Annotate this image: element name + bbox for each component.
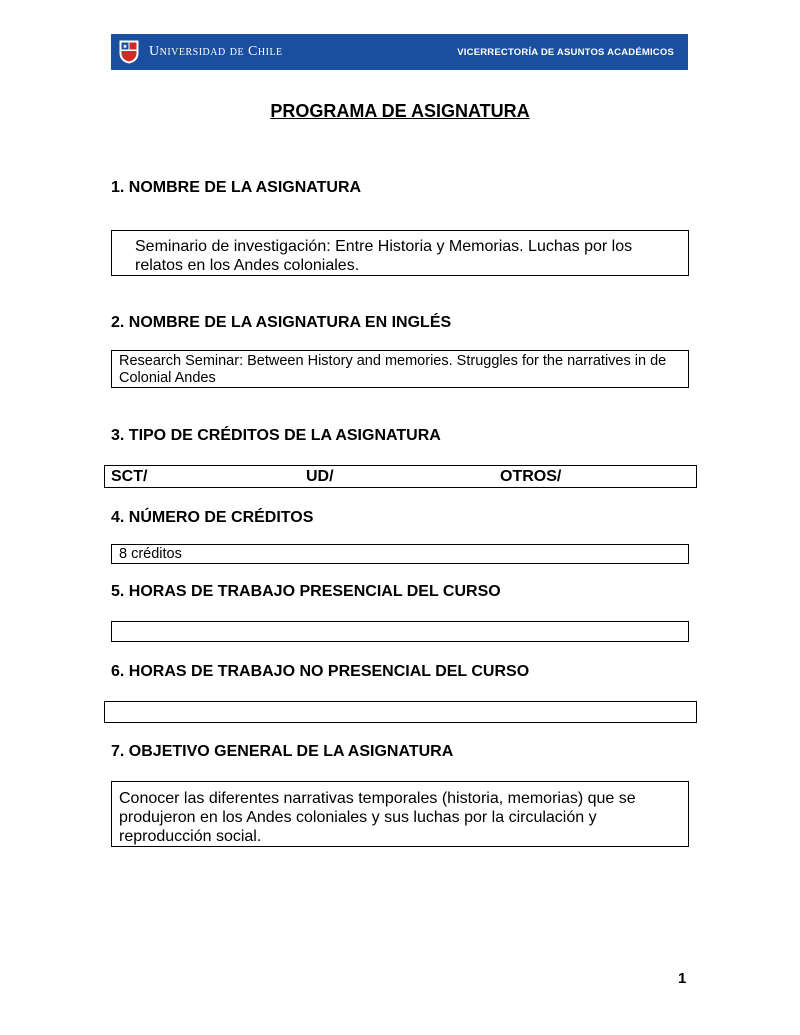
- general-objective-text: Conocer las diferentes narrativas temporales (historia, memorias) que se produjeron en los Andes coloniales y sus luchas por la circulación y reproducción social.: [119, 790, 636, 845]
- credit-type-ud: UD/: [306, 467, 334, 485]
- document-title: PROGRAMA DE ASIGNATURA: [270, 101, 530, 121]
- credit-type-otros: OTROS/: [500, 467, 562, 485]
- credit-number-text: 8 créditos: [119, 546, 182, 562]
- university-name: Universidad de Chile: [149, 44, 283, 59]
- credit-number-box: [111, 544, 689, 564]
- general-objective-box: [111, 781, 689, 847]
- course-name-box: [111, 230, 689, 276]
- section-6-heading: 6. HORAS DE TRABAJO NO PRESENCIAL DEL CURSO: [111, 663, 530, 680]
- credit-type-sct: SCT/: [111, 467, 148, 485]
- non-presential-hours-box: [104, 701, 697, 723]
- course-name-text: Seminario de investigación: Entre Historia y Memorias. Luchas por los relatos en los Andes coloniales.: [135, 238, 633, 274]
- university-shield-icon: [119, 40, 139, 64]
- page-number: 1: [678, 970, 687, 987]
- course-name-english-box: [111, 350, 689, 388]
- section-4-heading: 4. NÚMERO DE CRÉDITOS: [111, 509, 314, 526]
- section-3-heading: 3. TIPO DE CRÉDITOS DE LA ASIGNATURA: [111, 427, 441, 444]
- credit-type-box: [104, 465, 697, 488]
- office-name: VICERRECTORÍA DE ASUNTOS ACADÉMICOS: [457, 46, 674, 58]
- section-7-heading: 7. OBJETIVO GENERAL DE LA ASIGNATURA: [111, 743, 454, 760]
- section-2-heading: 2. NOMBRE DE LA ASIGNATURA EN INGLÉS: [111, 314, 452, 331]
- course-name-english-text: Research Seminar: Between History and memories. Struggles for the narratives in de Colonial Andes: [119, 353, 667, 386]
- presential-hours-box: [111, 621, 689, 642]
- header-banner: [111, 34, 688, 70]
- section-1-heading: 1. NOMBRE DE LA ASIGNATURA: [111, 179, 362, 196]
- section-5-heading: 5. HORAS DE TRABAJO PRESENCIAL DEL CURSO: [111, 583, 501, 600]
